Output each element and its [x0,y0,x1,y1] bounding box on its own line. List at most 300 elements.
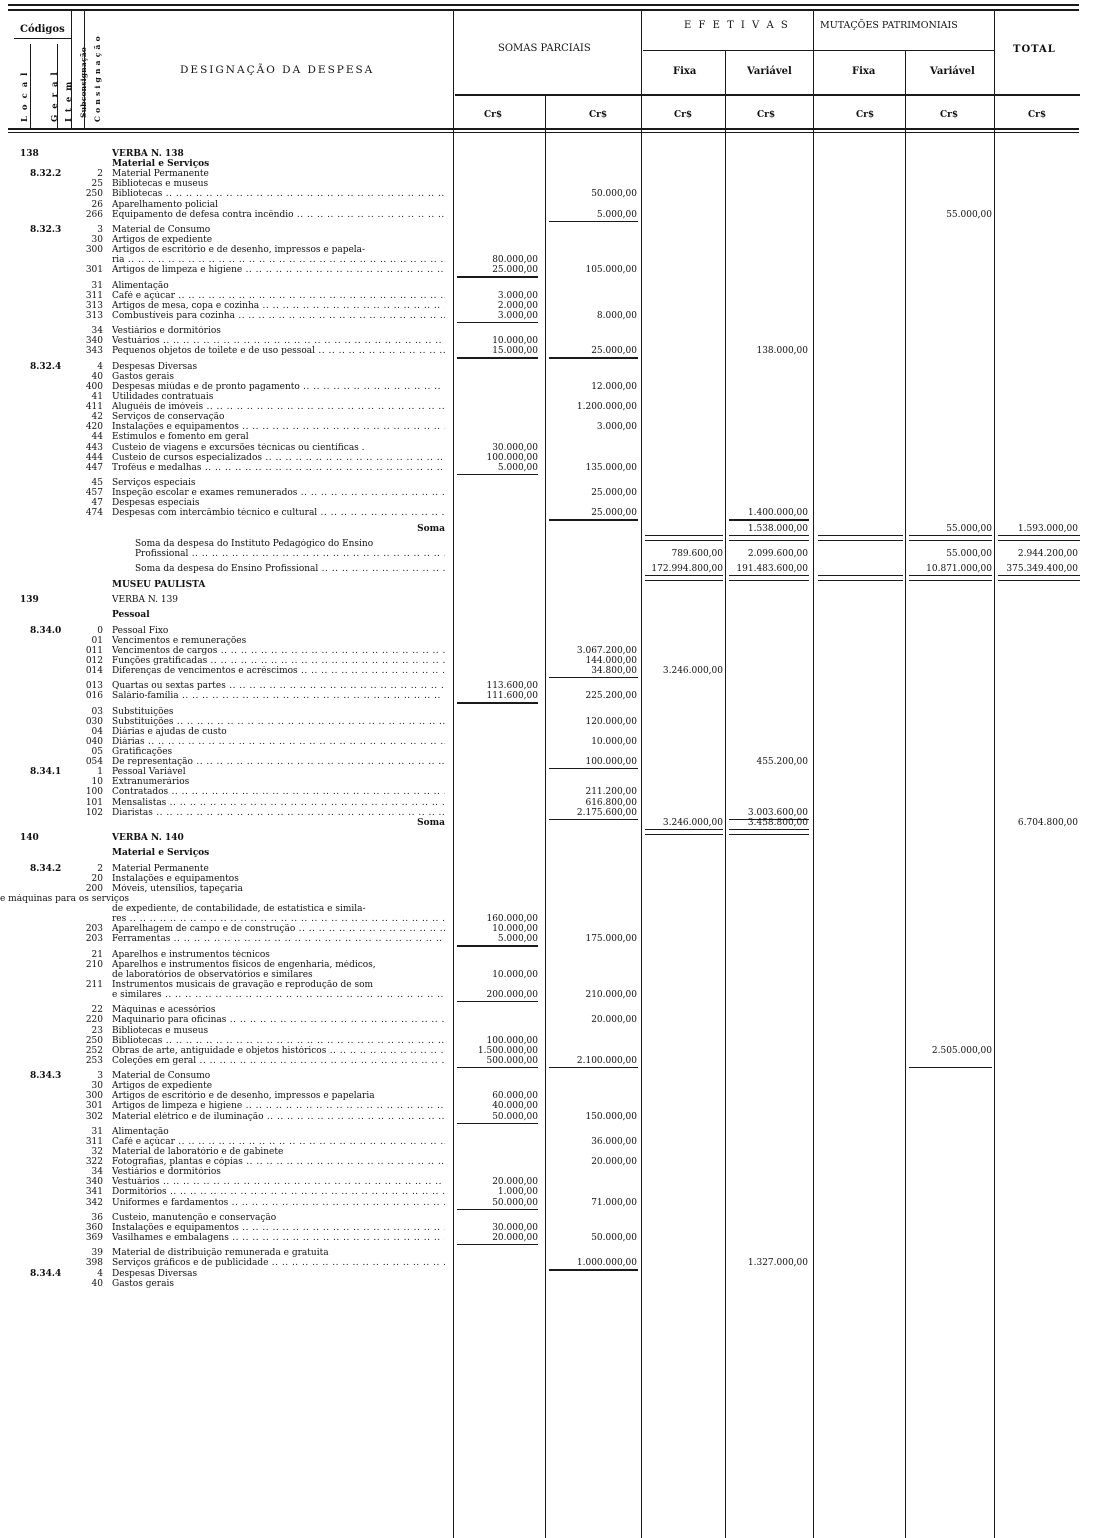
amount-p2: 211.200,00 [585,787,637,798]
expense-description: Material Permanente [112,169,209,180]
amount-ef: 3.246.000,00 [662,665,723,676]
expense-description: Soma [417,817,445,828]
table-row [0,1071,1093,1082]
currency-mf: Cr$ [856,110,875,120]
amount-ev: 191.483.600,00 [736,564,808,575]
table-row [0,864,1093,875]
expense-description: Substituições [112,706,174,717]
item-code: 100 [85,787,103,798]
table-row [0,453,1093,464]
geral-code: 8.32.2 [30,169,62,180]
amount-p2: 3.067.200,00 [576,645,637,656]
amount-mv: 55.000,00 [946,523,992,534]
amount-p1: 5.000,00 [497,462,538,473]
expense-description: Vencimentos de cargos .. .. [112,646,445,657]
expense-description: Artigos de expediente [112,235,213,245]
amount-p2: 3.000,00 [596,422,637,433]
table-row [0,934,1093,945]
header-variavel-1: Variável [747,66,792,77]
table-row [0,747,1093,758]
item-code: 203 [85,924,103,935]
expense-description: Alimentação [112,280,169,291]
expense-description: Bibliotecas e museus [112,179,209,190]
item-code: 369 [85,1233,103,1243]
table-row [0,392,1093,403]
table-row [0,691,1093,702]
table-row [0,646,1093,657]
amount-ev: 455.200,00 [756,757,808,768]
item-code: 342 [85,1197,103,1208]
sum-rule [549,357,638,358]
table-row [0,727,1093,738]
expense-description: Café e açúcar .. .. [112,291,445,302]
table-row [0,636,1093,647]
expense-description: Inspeção escolar e exames remunerados .. .. [112,488,445,499]
amount-ev: 1.327.000,00 [747,1258,808,1269]
expense-description: Material e Serviços [112,848,210,859]
item-code: 4 [97,1268,103,1279]
item-code: 30 [91,235,103,245]
expense-description: Material Permanente [112,863,209,874]
header-designacao: DESIGNAÇÃO DA DESPESA [180,64,375,76]
item-code: 10 [91,777,103,788]
expense-description: Aparelhos e instrumentos físicos de engenharia, médicos, [112,959,376,970]
table-row [0,508,1093,519]
item-code: 40 [91,1278,103,1289]
table-row [0,549,1093,560]
expense-description: Material de Consumo [112,224,211,235]
amount-p1: 1.000,00 [497,1187,538,1198]
amount-p2: 50.000,00 [591,189,637,200]
expense-description: Material de distribuição remunerada e gratuita [112,1248,329,1259]
table-row [0,1177,1093,1188]
item-code: 2 [97,169,103,180]
expense-description: Vestiários e dormitórios [112,1167,221,1178]
table-row [0,149,1093,160]
table-row [0,1147,1093,1158]
amount-tot: 2.944.200,00 [1017,549,1078,559]
amount-p1: 100.000,00 [486,1035,538,1046]
item-code: 054 [85,757,103,768]
amount-p1: 111.600,00 [486,691,538,702]
table-row [0,200,1093,211]
table-row [0,1137,1093,1148]
expense-description: Diferenças de vencimentos e acréscimos .. .. [112,666,445,677]
item-code: 47 [91,498,103,509]
expense-description: Móveis, utensílios, tapeçaria [112,883,243,894]
amount-p1: 500.000,00 [486,1055,538,1066]
top-rule [8,4,1079,6]
table-row [0,1187,1093,1198]
table-row [0,767,1093,778]
table-row [0,1258,1093,1269]
amount-p1: 20.000,00 [492,1233,538,1243]
item-code: 444 [85,452,103,463]
header-fixa-1: Fixa [673,66,697,77]
table-row [0,777,1093,788]
header-local: L o c a l [20,71,30,122]
table-row [0,666,1093,677]
expense-description: Vestuários .. .. [112,1177,445,1188]
item-code: 398 [85,1258,103,1269]
hdr-div-sub [84,10,85,128]
expense-description: Contratados .. .. [112,787,445,798]
amount-p1: 80.000,00 [492,255,538,266]
expense-description: Instalações e equipamentos [112,873,239,884]
amount-p2: 120.000,00 [585,716,637,727]
table-row [0,169,1093,180]
amount-p1: 40.000,00 [492,1101,538,1112]
item-code: 41 [91,392,103,402]
item-code: 443 [85,442,103,453]
table-row [0,245,1093,256]
table-row [0,1248,1093,1259]
expense-description: Obras de arte, antiguidade e objetos históricos .. .. [112,1046,445,1057]
item-code: 22 [91,1005,103,1016]
header-fixa-2: Fixa [852,66,876,77]
expense-description: Pequenos objetos de toilete e de uso pessoal .. .. [112,346,445,357]
item-code: 302 [85,1111,103,1122]
expense-description: Aluguéis de imóveis .. .. [112,402,445,413]
table-row [0,848,1093,859]
expense-description: Artigos de escritório e de desenho, impressos e papelaria [112,1091,375,1102]
item-code: 40 [91,371,103,382]
item-code: 210 [85,959,103,970]
amount-p2: 25.000,00 [591,488,637,499]
amount-mv: 55.000,00 [946,209,992,220]
item-code: 4 [97,361,103,372]
item-code: 420 [85,422,103,433]
expense-description: Instalações e equipamentos .. .. [112,1223,445,1234]
amount-p1: 30.000,00 [492,442,538,453]
item-code: 26 [91,199,103,210]
expense-description: Gastos gerais [112,371,174,382]
item-code: 01 [91,635,103,646]
table-row [0,787,1093,798]
table-row [0,970,1093,981]
amount-p2: 20.000,00 [591,1157,637,1168]
amount-p1: 25.000,00 [492,265,538,276]
expense-description: Uniformes e fardamentos .. .. [112,1198,445,1209]
header-bottom-rule-2 [8,132,1079,133]
table-row [0,478,1093,489]
amount-ev: 1.538.000,00 [747,523,808,534]
currency-p1: Cr$ [484,110,503,120]
item-code: 301 [85,1101,103,1112]
expense-description: Despesas com intercâmbio técnico e cultural .. .. [112,508,445,519]
table-row [0,498,1093,509]
sum-rule [457,322,538,323]
amount-p1: 30.000,00 [492,1222,538,1233]
table-row [0,1091,1093,1102]
expense-description: Vasilhames e embalagens .. .. [112,1233,445,1244]
amount-p2: 1.200.000,00 [576,402,637,413]
table-row [0,924,1093,935]
amount-ev: 1.400.000,00 [747,508,808,519]
item-code: 313 [85,300,103,311]
table-row [0,463,1093,474]
table-row [0,717,1093,728]
expense-description: Serviços de conservação [112,412,225,423]
expense-description: Maquinario para oficinas .. .. [112,1015,445,1026]
table-row [0,336,1093,347]
table-row [0,950,1093,961]
table-row [0,1233,1093,1244]
expense-description: Bibliotecas .. .. [112,189,445,200]
table-row [0,1269,1093,1280]
expense-description: Coleções em geral .. .. [112,1056,445,1067]
amount-p1: 113.600,00 [486,681,538,692]
expense-description: Diárias e ajudas de custo [112,726,227,737]
expense-description: Mensalistas .. .. [112,798,445,809]
expense-description: Diaristas .. .. [112,808,445,819]
item-code: 400 [85,381,103,392]
expense-description: Pessoal Fixo [112,625,169,636]
item-code: 31 [91,280,103,291]
efetivas-rule [643,50,995,51]
item-code: 220 [85,1015,103,1026]
item-code: 3 [97,1071,103,1082]
amount-ev: 3.458.800,00 [747,817,808,828]
expense-description: Custeio, manutenção e conservação [112,1212,277,1223]
table-row [0,1198,1093,1209]
table-row [0,443,1093,454]
item-code: 1 [97,767,103,778]
local-code: 138 [20,149,39,159]
amount-ev: 2.099.600,00 [747,549,808,559]
table-row [0,422,1093,433]
expense-description: MUSEU PAULISTA [112,579,206,590]
item-code: 411 [85,402,103,413]
sum-rule [457,1067,538,1068]
amount-p1: 100.000,00 [486,452,538,463]
expense-description: Material de Consumo [112,1071,211,1082]
table-row [0,189,1093,200]
amount-ev: 3.003.600,00 [747,807,808,818]
sum-rule [549,1067,638,1068]
expense-description: Café e açúcar .. .. [112,1137,445,1148]
table-row [0,382,1093,393]
geral-code: 8.32.3 [30,224,62,235]
item-code: 30 [91,1081,103,1092]
expense-description: e máquinas para os serviços [0,893,130,904]
item-code: 013 [85,681,103,692]
amount-p2: 150.000,00 [585,1111,637,1122]
table-row [0,281,1093,292]
amount-p1: 20.000,00 [492,1177,538,1188]
item-code: 39 [91,1248,103,1259]
table-row [0,1112,1093,1123]
expense-description: Extranumerários [112,777,190,788]
amount-p1: 50.000,00 [492,1111,538,1122]
amount-p1: 2.000,00 [497,300,538,311]
item-code: 322 [85,1157,103,1168]
table-row [0,580,1093,591]
item-code: 300 [85,1091,103,1102]
expense-description: Despesas especiais [112,498,200,509]
table-row [0,737,1093,748]
expense-description: Salário-família .. .. [112,691,445,702]
amount-p2: 25.000,00 [591,508,637,519]
expense-description: Estímulos e fomento em geral [112,432,249,443]
currency-ef: Cr$ [674,110,693,120]
item-code: 32 [91,1147,103,1157]
header-mutacoes: MUTAÇÕES PATRIMONIAIS [820,20,958,31]
sum-rule [457,702,538,703]
expense-description: Bibliotecas .. .. [112,1036,445,1047]
amount-ef: 3.246.000,00 [662,817,723,828]
expense-description: Vencimentos e remunerações [112,635,247,646]
amount-p2: 105.000,00 [585,265,637,276]
sum-rule [549,677,638,678]
table-row [0,990,1093,1001]
amount-p1: 5.000,00 [497,934,538,945]
geral-code: 8.34.1 [30,767,62,778]
table-row [0,1046,1093,1057]
amount-tot: 1.593.000,00 [1017,523,1078,534]
amount-p1: 1.500.000,00 [477,1045,538,1056]
item-code: 474 [85,508,103,519]
table-row [0,255,1093,266]
item-code: 211 [85,979,103,990]
item-code: 040 [85,736,103,747]
header-efetivas: E F E T I V A S [684,20,790,31]
sum-rule [549,519,638,520]
table-row [0,159,1093,170]
amount-p2: 34.800,00 [591,665,637,676]
expense-description: Quartas ou sextas partes .. .. [112,681,445,692]
codigos-rule [14,38,72,39]
item-code: 252 [85,1045,103,1056]
expense-description: Bibliotecas e museus [112,1025,209,1036]
item-code: 34 [91,326,103,337]
expense-description: Artigos de expediente [112,1081,213,1092]
item-code: 45 [91,478,103,488]
hdr-div-item [71,10,72,128]
expense-description: de expediente, de contabilidade, de estatística e simila- [112,904,366,914]
expense-description: Artigos de mesa, copa e cozinha .. .. [112,301,445,312]
table-row [0,818,1093,829]
top-rule-2 [8,9,1079,11]
item-code: 030 [85,716,103,727]
table-row [0,1036,1093,1047]
header-variavel-2: Variável [930,66,975,77]
table-row [0,595,1093,606]
item-code: 313 [85,310,103,321]
item-code: 200 [85,883,103,894]
item-code: 340 [85,336,103,347]
expense-description: De representação .. .. [112,757,445,768]
item-code: 253 [85,1055,103,1066]
expense-description: Material elétrico e de iluminação .. .. [112,1112,445,1123]
table-row [0,362,1093,373]
expense-description: Vestuários .. .. [112,336,445,347]
table-row [0,808,1093,819]
item-code: 102 [85,807,103,818]
sum-rule [457,1244,538,1245]
expense-description: Aparelhamento policial [112,199,218,210]
table-row [0,1127,1093,1138]
table-row [0,1026,1093,1037]
expense-description: de laboratórios de observatórios e similares [112,969,313,980]
sum-rule [729,519,809,520]
geral-code: 8.34.3 [30,1071,62,1082]
table-row [0,798,1093,809]
item-code: 311 [85,290,103,301]
table-row [0,980,1093,991]
item-code: 21 [91,949,103,960]
item-code: 014 [85,665,103,676]
expense-description: e similares .. .. [112,990,445,1001]
table-row [0,412,1093,423]
expense-description: Custeio de cursos especializados .. .. [112,453,445,464]
expense-description: Serviços gráficos e de publicidade .. .. [112,1258,445,1269]
amount-mv: 2.505.000,00 [931,1045,992,1056]
sum-rule [909,1067,992,1068]
amount-mv: 10.871.000,00 [926,564,992,575]
expense-description: Despesas miúdas e de pronto pagamento .. .. [112,382,445,393]
expense-description: Pessoal Variável [112,767,186,778]
item-code: 101 [85,797,103,808]
amount-p2: 71.000,00 [591,1197,637,1208]
amount-p2: 616.800,00 [585,797,637,808]
table-row [0,311,1093,322]
sum-rule [457,945,538,946]
table-row [0,1056,1093,1067]
expense-description: Soma da despesa do Instituto Pedagógico do Ensino [135,538,374,549]
amount-p1: 10.000,00 [492,969,538,980]
local-code: 139 [20,594,39,605]
amount-p2: 8.000,00 [596,310,637,321]
item-code: 31 [91,1126,103,1137]
table-row [0,225,1093,236]
header-item: I t e m [64,80,74,122]
expense-description: Despesas Diversas [112,361,198,372]
expense-description: Artigos de limpeza e higiene .. .. [112,1101,445,1112]
table-row [0,884,1093,895]
table-row [0,681,1093,692]
header-somas-parciais: SOMAS PARCIAIS [498,43,591,54]
amount-p2: 20.000,00 [591,1015,637,1026]
expense-description: Custeio de viagens e excursões técnicas ou científicas . [112,442,365,453]
expense-description: Ferramentas .. .. [112,934,445,945]
item-code: 3 [97,224,103,235]
item-code: 311 [85,1136,103,1147]
currency-tot: Cr$ [1028,110,1047,120]
expense-description: VERBA N. 139 [112,594,179,605]
expense-description: VERBA N. 140 [112,833,184,843]
amount-p2: 100.000,00 [585,757,637,768]
expense-description: Aparelhos e instrumentos técnicos [112,949,270,960]
amount-ev: 138.000,00 [756,346,808,357]
sum-rule [457,1209,538,1210]
amount-p2: 2.100.000,00 [576,1055,637,1066]
item-code: 016 [85,691,103,702]
amount-ef: 172.994.800,00 [651,564,723,575]
expense-description: Funções gratificadas .. .. [112,656,445,667]
geral-code: 8.34.4 [30,1268,62,1279]
currency-mv: Cr$ [940,110,959,120]
expense-description: res .. .. [112,914,445,925]
table-row [0,1081,1093,1092]
amount-p1: 10.000,00 [492,924,538,935]
amount-ef: 789.600,00 [671,549,723,559]
item-code: 03 [91,706,103,717]
item-code: 2 [97,863,103,874]
geral-code: 8.32.4 [30,361,62,372]
hdr-div-local [30,44,31,128]
sum-rule [457,1123,538,1124]
